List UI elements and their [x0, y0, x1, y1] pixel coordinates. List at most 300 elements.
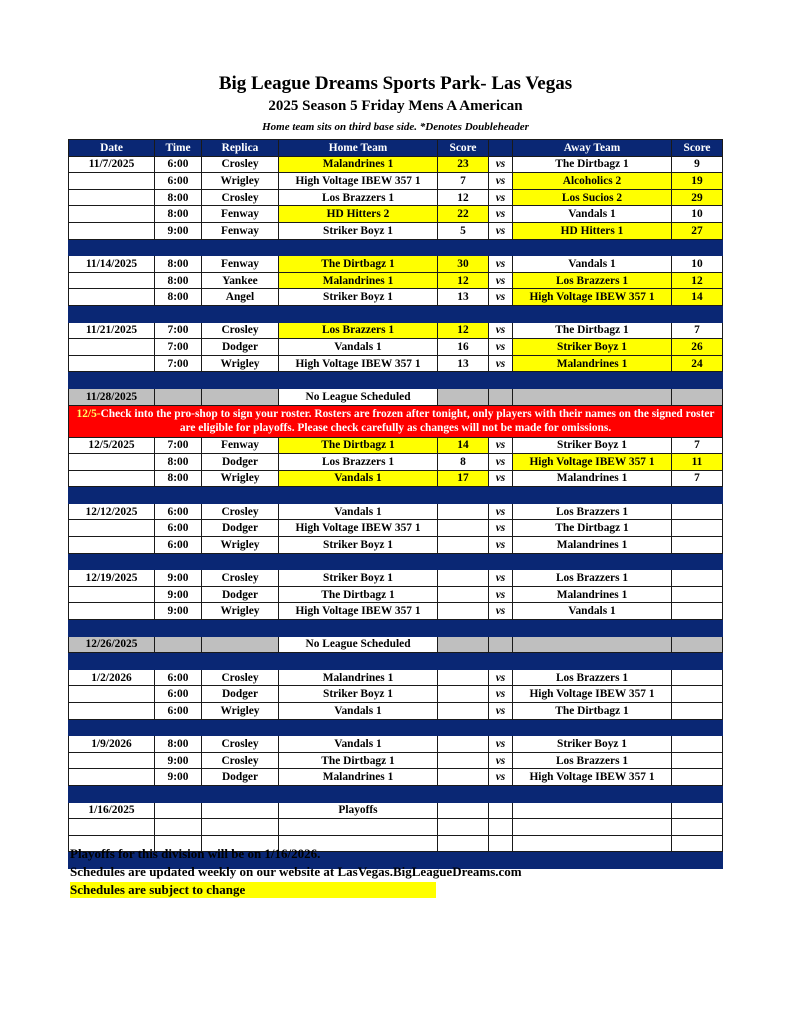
- game-row: [69, 520, 723, 537]
- col-header-home-team: Home Team: [279, 140, 438, 157]
- away-team: The Dirtbagz 1: [513, 156, 672, 173]
- score-cell: [672, 802, 723, 819]
- separator-cell: [202, 719, 279, 736]
- game-time: 9:00: [155, 769, 202, 786]
- vs-label: vs: [489, 570, 513, 587]
- game-time: 9:00: [155, 570, 202, 587]
- vs-label: vs: [489, 520, 513, 537]
- separator-cell: [279, 719, 438, 736]
- vs-label: vs: [489, 289, 513, 306]
- game-date: [69, 686, 155, 703]
- game-row: [69, 703, 723, 720]
- separator-cell: [489, 372, 513, 389]
- empty-cell: [513, 819, 672, 836]
- away-team: Los Brazzers 1: [513, 570, 672, 587]
- away-team: Striker Boyz 1: [513, 437, 672, 454]
- empty-cell: [438, 819, 489, 836]
- home-team: The Dirtbagz 1: [279, 437, 438, 454]
- separator-cell: [438, 785, 489, 802]
- separator-cell: [672, 239, 723, 256]
- game-time: 8:00: [155, 289, 202, 306]
- empty-cell: [438, 835, 489, 852]
- game-time: 8:00: [155, 454, 202, 471]
- home-score: 17: [438, 470, 489, 487]
- game-replica: Fenway: [202, 222, 279, 239]
- home-team: Vandals 1: [279, 703, 438, 720]
- time-cell: [155, 802, 202, 819]
- away-score: 26: [672, 339, 723, 356]
- home-score: [438, 586, 489, 603]
- away-score: 12: [672, 272, 723, 289]
- game-date: [69, 769, 155, 786]
- replica-cell: [202, 388, 279, 405]
- roster-notice: [69, 405, 723, 437]
- game-time: 8:00: [155, 189, 202, 206]
- game-row: [69, 222, 723, 239]
- game-time: 9:00: [155, 752, 202, 769]
- game-row: [69, 454, 723, 471]
- footer-change-note: Schedules are subject to change: [70, 882, 436, 898]
- col-header-away-team: Away Team: [513, 140, 672, 157]
- game-time: 9:00: [155, 603, 202, 620]
- separator-cell: [69, 785, 155, 802]
- away-score: [672, 503, 723, 520]
- home-team: Vandals 1: [279, 503, 438, 520]
- page-title: Big League Dreams Sports Park- Las Vegas: [218, 73, 573, 94]
- separator-cell: [513, 487, 672, 504]
- separator-cell: [155, 785, 202, 802]
- game-date: [69, 454, 155, 471]
- away-team: Los Brazzers 1: [513, 752, 672, 769]
- game-time: 6:00: [155, 520, 202, 537]
- game-date: [69, 173, 155, 190]
- roster-notice-row: [69, 405, 723, 437]
- away-score: 10: [672, 206, 723, 223]
- away-cell: [513, 802, 672, 819]
- week-separator-row: [69, 620, 723, 637]
- home-team: The Dirtbagz 1: [279, 256, 438, 273]
- game-replica: Dodger: [202, 686, 279, 703]
- away-team: Vandals 1: [513, 603, 672, 620]
- game-replica: Crosley: [202, 736, 279, 753]
- home-score: [438, 703, 489, 720]
- score-cell: [438, 636, 489, 653]
- separator-cell: [202, 305, 279, 322]
- away-score: 10: [672, 256, 723, 273]
- col-header-vs: [489, 140, 513, 157]
- time-cell: [155, 636, 202, 653]
- time-cell: [155, 388, 202, 405]
- separator-cell: [672, 487, 723, 504]
- empty-cell: [489, 819, 513, 836]
- game-row: [69, 355, 723, 372]
- separator-cell: [279, 653, 438, 670]
- separator-cell: [489, 553, 513, 570]
- empty-row: [69, 819, 723, 836]
- away-team: Los Sucios 2: [513, 189, 672, 206]
- away-team: Los Brazzers 1: [513, 669, 672, 686]
- game-date: 12/19/2025: [69, 570, 155, 587]
- col-header-date: Date: [69, 140, 155, 157]
- separator-cell: [438, 239, 489, 256]
- schedule-table: [68, 139, 723, 869]
- separator-cell: [279, 785, 438, 802]
- home-score: 14: [438, 437, 489, 454]
- game-time: 8:00: [155, 736, 202, 753]
- game-row: [69, 156, 723, 173]
- game-replica: Wrigley: [202, 603, 279, 620]
- game-row: [69, 173, 723, 190]
- separator-cell: [155, 372, 202, 389]
- separator-cell: [438, 305, 489, 322]
- separator-cell: [279, 305, 438, 322]
- vs-label: vs: [489, 173, 513, 190]
- game-date: 1/2/2026: [69, 669, 155, 686]
- separator-cell: [672, 785, 723, 802]
- game-time: 6:00: [155, 503, 202, 520]
- col-header-home-score: Score: [438, 140, 489, 157]
- game-date: [69, 752, 155, 769]
- game-time: 7:00: [155, 339, 202, 356]
- home-score: [438, 769, 489, 786]
- home-team: The Dirtbagz 1: [279, 586, 438, 603]
- week-separator-row: [69, 239, 723, 256]
- game-date: 12/26/2025: [69, 636, 155, 653]
- away-score: 27: [672, 222, 723, 239]
- footer-playoffs-note: Playoffs for this division will be on 1/16/2026.: [70, 846, 321, 861]
- separator-cell: [69, 719, 155, 736]
- separator-cell: [513, 852, 672, 869]
- game-date: [69, 289, 155, 306]
- vs-cell: [489, 388, 513, 405]
- replica-cell: [202, 802, 279, 819]
- week-separator-row: [69, 372, 723, 389]
- away-score: [672, 686, 723, 703]
- home-team: HD Hitters 2: [279, 206, 438, 223]
- separator-cell: [155, 239, 202, 256]
- home-team: Malandrines 1: [279, 669, 438, 686]
- vs-label: vs: [489, 736, 513, 753]
- home-team: The Dirtbagz 1: [279, 752, 438, 769]
- score-cell: [672, 388, 723, 405]
- separator-cell: [513, 553, 672, 570]
- vs-label: vs: [489, 603, 513, 620]
- game-replica: Yankee: [202, 272, 279, 289]
- separator-cell: [69, 305, 155, 322]
- away-team: The Dirtbagz 1: [513, 703, 672, 720]
- vs-label: vs: [489, 686, 513, 703]
- away-score: [672, 537, 723, 554]
- vs-label: vs: [489, 537, 513, 554]
- game-time: 8:00: [155, 206, 202, 223]
- away-score: [672, 703, 723, 720]
- game-time: 6:00: [155, 686, 202, 703]
- separator-cell: [513, 653, 672, 670]
- game-time: 8:00: [155, 256, 202, 273]
- game-date: 1/16/2025: [69, 802, 155, 819]
- separator-cell: [69, 620, 155, 637]
- footer-website-note: Schedules are updated weekly on our website at LasVegas.BigLeagueDreams.com: [70, 864, 522, 879]
- replica-cell: [202, 636, 279, 653]
- separator-cell: [202, 653, 279, 670]
- vs-label: vs: [489, 322, 513, 339]
- game-replica: Wrigley: [202, 173, 279, 190]
- home-score: 30: [438, 256, 489, 273]
- home-team: Los Brazzers 1: [279, 322, 438, 339]
- game-time: 8:00: [155, 272, 202, 289]
- away-team: Malandrines 1: [513, 470, 672, 487]
- game-row: [69, 537, 723, 554]
- away-score: 29: [672, 189, 723, 206]
- home-team: Vandals 1: [279, 736, 438, 753]
- game-date: [69, 206, 155, 223]
- home-score: [438, 669, 489, 686]
- game-row: [69, 339, 723, 356]
- game-time: 6:00: [155, 669, 202, 686]
- game-replica: Dodger: [202, 454, 279, 471]
- home-team: Malandrines 1: [279, 769, 438, 786]
- empty-cell: [513, 835, 672, 852]
- game-replica: Crosley: [202, 189, 279, 206]
- game-date: [69, 537, 155, 554]
- game-date: 11/14/2025: [69, 256, 155, 273]
- away-score: [672, 769, 723, 786]
- away-team: Striker Boyz 1: [513, 339, 672, 356]
- week-separator-row: [69, 305, 723, 322]
- home-score: 5: [438, 222, 489, 239]
- game-row: [69, 437, 723, 454]
- game-row: [69, 752, 723, 769]
- home-team: Malandrines 1: [279, 272, 438, 289]
- page-subtitle: 2025 Season 5 Friday Mens A American: [268, 98, 523, 114]
- week-separator-row: [69, 719, 723, 736]
- week-separator-row: [69, 653, 723, 670]
- vs-cell: [489, 802, 513, 819]
- away-team: Malandrines 1: [513, 355, 672, 372]
- separator-cell: [438, 620, 489, 637]
- home-team-note: Home team sits on third base side. *Denotes Doubleheader: [262, 121, 529, 133]
- separator-cell: [438, 653, 489, 670]
- away-score: [672, 520, 723, 537]
- away-team: HD Hitters 1: [513, 222, 672, 239]
- away-score: 7: [672, 470, 723, 487]
- game-row: [69, 669, 723, 686]
- game-row: [69, 736, 723, 753]
- separator-cell: [155, 487, 202, 504]
- roster-notice-text: Check into the pro-shop to sign your roster. Rosters are frozen after tonight, only players with their names on the signed roster are eligible for playoffs. Please check carefully as changes will not be made for omissions.: [100, 407, 715, 434]
- separator-cell: [489, 487, 513, 504]
- game-date: [69, 189, 155, 206]
- separator-cell: [69, 239, 155, 256]
- home-team: Striker Boyz 1: [279, 289, 438, 306]
- home-score: 7: [438, 173, 489, 190]
- home-team: Striker Boyz 1: [279, 570, 438, 587]
- vs-label: vs: [489, 470, 513, 487]
- away-score: 7: [672, 437, 723, 454]
- empty-cell: [489, 835, 513, 852]
- game-date: 1/9/2026: [69, 736, 155, 753]
- week-separator-row: [69, 487, 723, 504]
- home-score: 22: [438, 206, 489, 223]
- game-date: 12/5/2025: [69, 437, 155, 454]
- home-team: Los Brazzers 1: [279, 189, 438, 206]
- game-date: [69, 470, 155, 487]
- away-score: [672, 586, 723, 603]
- home-score: [438, 537, 489, 554]
- home-score: 23: [438, 156, 489, 173]
- separator-cell: [279, 553, 438, 570]
- away-team: Los Brazzers 1: [513, 503, 672, 520]
- empty-cell: [69, 819, 155, 836]
- game-replica: Dodger: [202, 520, 279, 537]
- game-row: [69, 256, 723, 273]
- away-score: [672, 752, 723, 769]
- game-row: [69, 686, 723, 703]
- away-cell: [513, 388, 672, 405]
- vs-label: vs: [489, 752, 513, 769]
- separator-cell: [672, 305, 723, 322]
- away-score: 19: [672, 173, 723, 190]
- game-row: [69, 289, 723, 306]
- game-row: [69, 586, 723, 603]
- separator-cell: [155, 553, 202, 570]
- separator-cell: [438, 372, 489, 389]
- away-team: Striker Boyz 1: [513, 736, 672, 753]
- home-team: Malandrines 1: [279, 156, 438, 173]
- home-team: Los Brazzers 1: [279, 454, 438, 471]
- no-league-label: No League Scheduled: [279, 636, 438, 653]
- game-replica: Angel: [202, 289, 279, 306]
- away-team: High Voltage IBEW 357 1: [513, 769, 672, 786]
- empty-cell: [202, 819, 279, 836]
- separator-cell: [438, 719, 489, 736]
- separator-cell: [513, 785, 672, 802]
- home-score: [438, 603, 489, 620]
- home-score: [438, 686, 489, 703]
- away-score: 14: [672, 289, 723, 306]
- separator-cell: [672, 620, 723, 637]
- home-team: Striker Boyz 1: [279, 222, 438, 239]
- vs-label: vs: [489, 206, 513, 223]
- col-header-replica: Replica: [202, 140, 279, 157]
- game-date: 11/7/2025: [69, 156, 155, 173]
- home-score: 8: [438, 454, 489, 471]
- game-date: 11/28/2025: [69, 388, 155, 405]
- game-date: [69, 222, 155, 239]
- game-time: 7:00: [155, 437, 202, 454]
- separator-cell: [672, 653, 723, 670]
- no-league-label: No League Scheduled: [279, 388, 438, 405]
- table-header-row: [69, 140, 723, 157]
- game-date: 11/21/2025: [69, 322, 155, 339]
- away-team: The Dirtbagz 1: [513, 520, 672, 537]
- separator-cell: [279, 372, 438, 389]
- separator-cell: [155, 719, 202, 736]
- separator-cell: [279, 620, 438, 637]
- game-replica: Wrigley: [202, 470, 279, 487]
- separator-cell: [69, 372, 155, 389]
- game-row: [69, 206, 723, 223]
- game-time: 6:00: [155, 703, 202, 720]
- game-date: [69, 703, 155, 720]
- home-team: High Voltage IBEW 357 1: [279, 173, 438, 190]
- game-date: 12/12/2025: [69, 503, 155, 520]
- empty-cell: [279, 819, 438, 836]
- game-date: [69, 355, 155, 372]
- separator-cell: [202, 553, 279, 570]
- away-cell: [513, 636, 672, 653]
- separator-cell: [438, 487, 489, 504]
- away-team: Malandrines 1: [513, 586, 672, 603]
- home-score: 12: [438, 272, 489, 289]
- separator-cell: [279, 487, 438, 504]
- separator-cell: [69, 653, 155, 670]
- game-time: 7:00: [155, 355, 202, 372]
- game-replica: Dodger: [202, 339, 279, 356]
- vs-label: vs: [489, 272, 513, 289]
- game-time: 6:00: [155, 173, 202, 190]
- away-score: 7: [672, 322, 723, 339]
- game-row: [69, 570, 723, 587]
- away-team: Vandals 1: [513, 206, 672, 223]
- separator-cell: [155, 620, 202, 637]
- separator-cell: [202, 239, 279, 256]
- separator-cell: [489, 620, 513, 637]
- score-cell: [438, 388, 489, 405]
- game-row: [69, 603, 723, 620]
- game-replica: Crosley: [202, 752, 279, 769]
- game-time: 9:00: [155, 222, 202, 239]
- home-score: 12: [438, 189, 489, 206]
- playoffs-label: Playoffs: [279, 802, 438, 819]
- away-score: [672, 603, 723, 620]
- home-team: Striker Boyz 1: [279, 686, 438, 703]
- empty-cell: [155, 819, 202, 836]
- game-row: [69, 503, 723, 520]
- away-team: High Voltage IBEW 357 1: [513, 686, 672, 703]
- game-time: 9:00: [155, 586, 202, 603]
- no-league-row: [69, 636, 723, 653]
- game-row: [69, 322, 723, 339]
- home-score: 16: [438, 339, 489, 356]
- game-replica: Crosley: [202, 503, 279, 520]
- away-score: [672, 669, 723, 686]
- vs-label: vs: [489, 339, 513, 356]
- vs-label: vs: [489, 355, 513, 372]
- separator-cell: [489, 653, 513, 670]
- away-team: Los Brazzers 1: [513, 272, 672, 289]
- separator-cell: [279, 239, 438, 256]
- game-replica: Crosley: [202, 669, 279, 686]
- away-team: High Voltage IBEW 357 1: [513, 289, 672, 306]
- game-row: [69, 272, 723, 289]
- separator-cell: [202, 487, 279, 504]
- playoffs-row: [69, 802, 723, 819]
- week-separator-row: [69, 785, 723, 802]
- home-score: [438, 736, 489, 753]
- away-score: 9: [672, 156, 723, 173]
- score-cell: [438, 802, 489, 819]
- home-score: [438, 752, 489, 769]
- home-team: Vandals 1: [279, 470, 438, 487]
- game-replica: Wrigley: [202, 355, 279, 372]
- game-replica: Dodger: [202, 769, 279, 786]
- away-score: [672, 736, 723, 753]
- game-row: [69, 189, 723, 206]
- separator-cell: [672, 372, 723, 389]
- separator-cell: [513, 372, 672, 389]
- no-league-row: [69, 388, 723, 405]
